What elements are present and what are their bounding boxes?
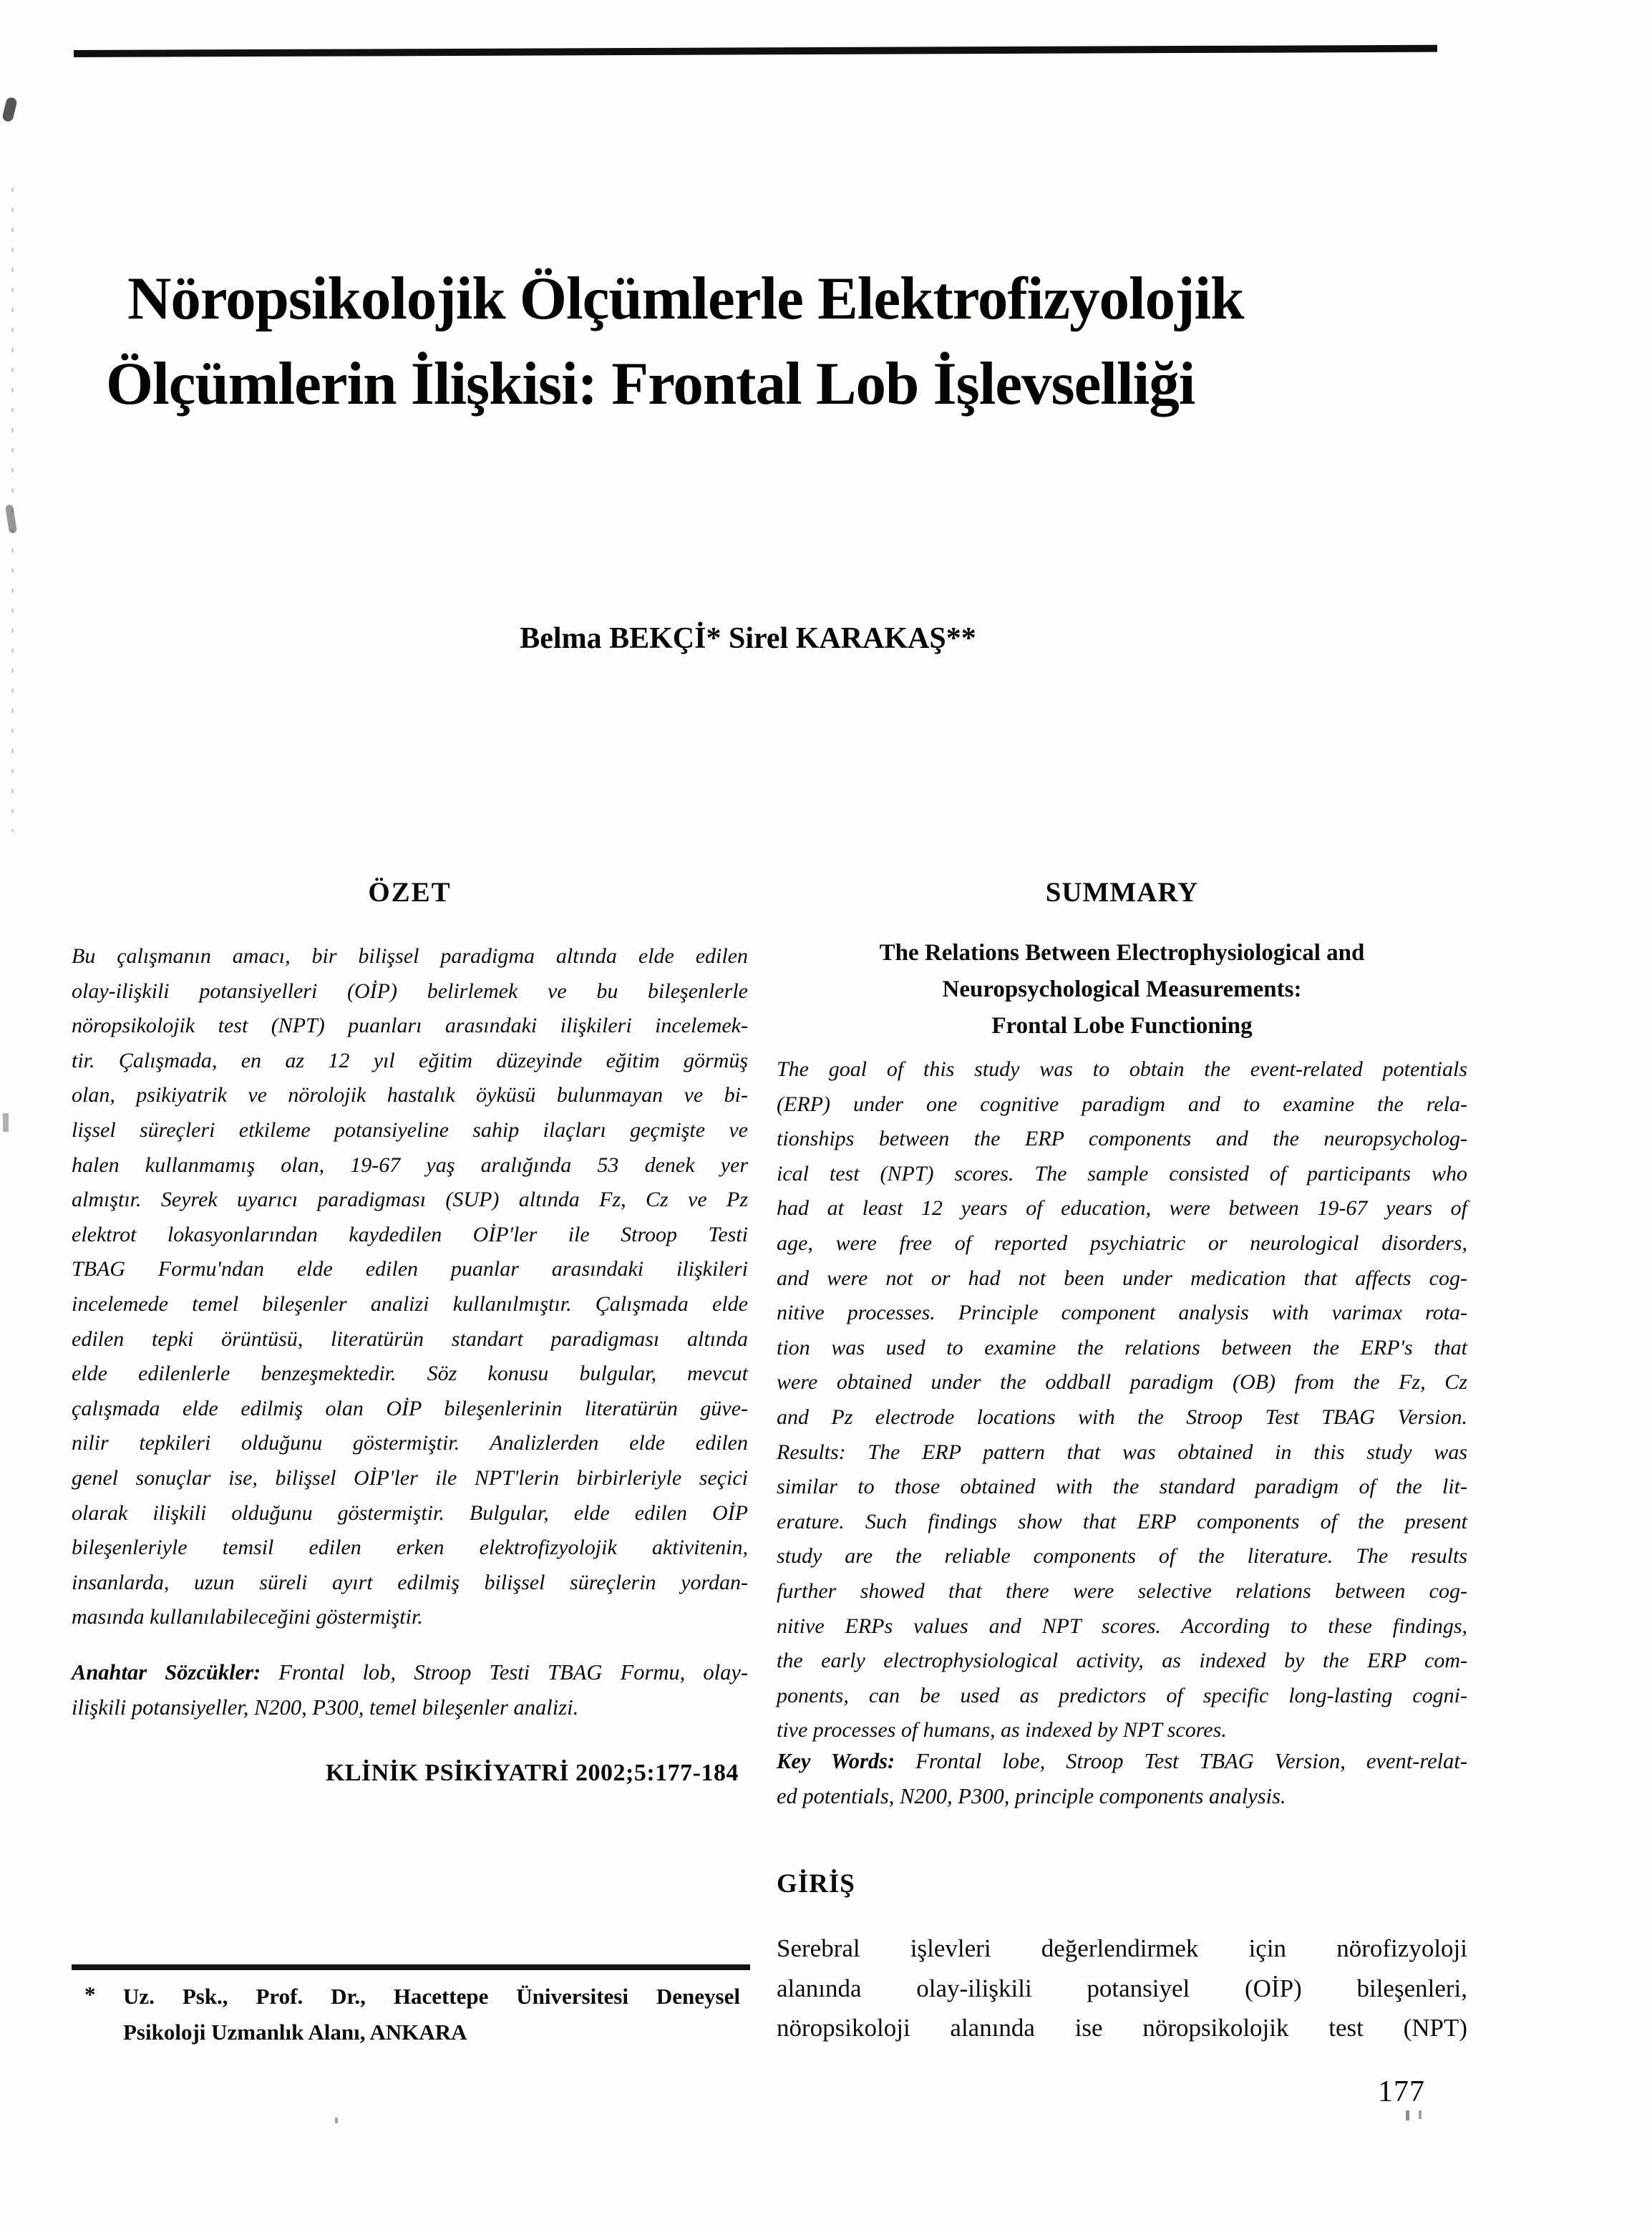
- text-line: edilen tepki örüntüsü, literatürün standart paradigması altında: [72, 1327, 748, 1351]
- authors-line: Belma BEKÇİ* Sirel KARAKAŞ**: [520, 622, 976, 655]
- scan-artifact: [335, 2118, 338, 2123]
- scan-artifact: [1, 97, 18, 123]
- anahtar-line1: [72, 1655, 748, 1690]
- text-line: olarak ilişkili olduğunu göstermiştir. Bulgular, elde edilen OİP: [72, 1501, 748, 1525]
- anahtar-line1-rest: Frontal lob, Stroop Testi TBAG Formu, olay-: [278, 1660, 749, 1684]
- key-words-block: [777, 1744, 1467, 1814]
- text-line: tir. Çalışmada, en az 12 yıl eğitim düzeyinde eğitim görmüş: [72, 1048, 748, 1072]
- key-words-label: Key Words:: [777, 1749, 895, 1773]
- text-line: almıştır. Seyrek uyarıcı paradigması (SUP) altında Fz, Cz ve Pz: [72, 1188, 748, 1212]
- scan-artifact: [5, 504, 17, 533]
- text-line: alanında olay-ilişkili potansiyel (OİP) bileşenleri,: [777, 1974, 1467, 2002]
- top-horizontal-rule: [74, 45, 1437, 57]
- key-words-line2: ed potentials, N200, P300, principle components analysis.: [777, 1784, 1286, 1808]
- summary-subtitle: [777, 935, 1467, 1044]
- scan-artifact: [1419, 2110, 1422, 2119]
- text-line: lişsel süreçleri etkileme potansiyeline sahip ilaçları geçmişte ve: [72, 1118, 748, 1142]
- text-line: TBAG Formu'ndan elde edilen puanlar arasındaki ilişkileri: [72, 1257, 748, 1281]
- text-line: nitive processes. Principle component analysis with varimax rota-: [777, 1301, 1467, 1325]
- anahtar-line2: ilişkili potansiyeller, N200, P300, temel bileşenler analizi.: [72, 1695, 579, 1720]
- text-line: Results: The ERP pattern that was obtained in this study was: [777, 1440, 1467, 1464]
- page-number: 177: [1378, 2075, 1425, 2108]
- text-line: Serebral işlevleri değerlendirmek için nörofizyoloji: [777, 1934, 1467, 1962]
- text-line: tion was used to examine the relations between the ERP's that: [777, 1335, 1467, 1359]
- ozet-heading: ÖZET: [368, 877, 452, 908]
- footnote-rule: [72, 1964, 750, 1970]
- text-line: nöropsikolojik test (NPT) puanları arasındaki ilişkileri incelemek-: [72, 1014, 748, 1038]
- footnote-text: [123, 1979, 740, 2050]
- text-line: ponents, can be used as predictors of specific long-lasting cogni-: [777, 1683, 1467, 1707]
- scan-artifact: [3, 1113, 9, 1132]
- text-line: had at least 12 years of education, were between 19-67 years of: [777, 1196, 1467, 1221]
- text-line: age, were free of reported psychiatric or neurological disorders,: [777, 1231, 1467, 1255]
- text-line: nitive ERPs values and NPT scores. According to these findings,: [777, 1614, 1467, 1638]
- giris-heading: GİRİŞ: [777, 1869, 855, 1899]
- text-line: similar to those obtained with the standard paradigm of the lit-: [777, 1475, 1467, 1499]
- text-line: nöropsikoloji alanında ise nöropsikolojik test (NPT): [777, 2014, 1467, 2042]
- text-line: The goal of this study was to obtain the event-related potentials: [777, 1057, 1467, 1081]
- text-line: incelemede temel bileşenler analizi kullanılmıştır. Çalışmada elde: [72, 1291, 748, 1316]
- text-line: erature. Such findings show that ERP components of the present: [777, 1509, 1467, 1533]
- text-line: further showed that there were selective relations between cog-: [777, 1579, 1467, 1603]
- footnote-marker: *: [84, 1982, 96, 2007]
- text-line: nilir tepkileri olduğunu göstermiştir. Analizlerden elde edilen: [72, 1431, 748, 1455]
- anahtar-label: Anahtar Sözcükler:: [72, 1660, 261, 1684]
- journal-citation: KLİNİK PSİKİYATRİ 2002;5:177-184: [325, 1760, 739, 1786]
- text-line: and were not or had not been under medication that affects cog-: [777, 1266, 1467, 1290]
- text-line: the early electrophysiological activity, as indexed by the ERP com-: [777, 1649, 1467, 1673]
- footnote-line2: Psikoloji Uzmanlık Alanı, ANKARA: [123, 2020, 467, 2045]
- summary-heading: SUMMARY: [1045, 877, 1199, 908]
- ozet-abstract-text: [72, 939, 748, 1635]
- summary-abstract-text: [777, 1052, 1467, 1748]
- text-line: Neuropsychological Measurements:: [942, 976, 1302, 1002]
- text-line: olan, psikiyatrik ve nörolojik hastalık öyküsü bulunmayan ve bi-: [72, 1083, 748, 1107]
- scan-artifact: [1406, 2110, 1409, 2120]
- article-title-line2: Ölçümlerin İlişkisi: Frontal Lob İşlevselliği: [106, 350, 1195, 417]
- text-line: çalışmada elde edilmiş olan OİP bileşenlerinin literatürün güve-: [72, 1396, 748, 1420]
- text-line: The Relations Between Electrophysiological and: [879, 940, 1365, 966]
- text-line: tionships between the ERP components and the neuropsycholog-: [777, 1127, 1467, 1151]
- text-line: elde edilenlerle benzeşmektedir. Söz konusu bulgular, mevcut: [72, 1362, 748, 1386]
- text-line: olay-ilişkili potansiyelleri (OİP) belirlemek ve bu bileşenlerle: [72, 979, 748, 1003]
- text-line: halen kullanmamış olan, 19-67 yaş aralığında 53 denek yer: [72, 1153, 748, 1177]
- article-title: [106, 256, 1473, 427]
- giris-paragraph: [777, 1929, 1467, 2048]
- text-line: Frontal Lobe Functioning: [991, 1013, 1253, 1039]
- text-line: (ERP) under one cognitive paradigm and to examine the rela-: [777, 1092, 1467, 1116]
- article-title-line1: Nöropsikolojik Ölçümlerle Elektrofizyolojik: [127, 265, 1244, 332]
- text-line: masında kullanılabileceğini göstermiştir.: [72, 1605, 423, 1629]
- text-line: genel sonuçlar ise, bilişsel OİP'ler ile NPT'lerin birbirleriyle seçici: [72, 1465, 748, 1490]
- key-words-line1-rest: Frontal lobe, Stroop Test TBAG Version, event-relat-: [915, 1749, 1467, 1773]
- text-line: and Pz electrode locations with the Stroop Test TBAG Version.: [777, 1405, 1467, 1429]
- text-line: insanlarda, uzun süreli ayırt edilmiş bilişsel süreçlerin yordan-: [72, 1570, 748, 1594]
- text-line: Bu çalışmanın amacı, bir bilişsel paradigma altında elde edilen: [72, 944, 748, 968]
- footnote-line1: Uz. Psk., Prof. Dr., Hacettepe Üniversitesi Deneysel: [123, 1984, 740, 2009]
- anahtar-sozcukler-block: [72, 1655, 748, 1725]
- text-line: were obtained under the oddball paradigm (OB) from the Fz, Cz: [777, 1370, 1467, 1395]
- key-words-line1: [777, 1744, 1467, 1779]
- text-line: ical test (NPT) scores. The sample consisted of participants who: [777, 1161, 1467, 1186]
- text-line: elektrot lokasyonlarından kaydedilen OİP'ler ile Stroop Testi: [72, 1222, 748, 1246]
- text-line: tive processes of humans, as indexed by NPT scores.: [777, 1718, 1227, 1742]
- text-line: study are the reliable components of the literature. The results: [777, 1544, 1467, 1569]
- text-line: bileşenleriyle temsil edilen erken elektrofizyolojik aktivitenin,: [72, 1536, 748, 1560]
